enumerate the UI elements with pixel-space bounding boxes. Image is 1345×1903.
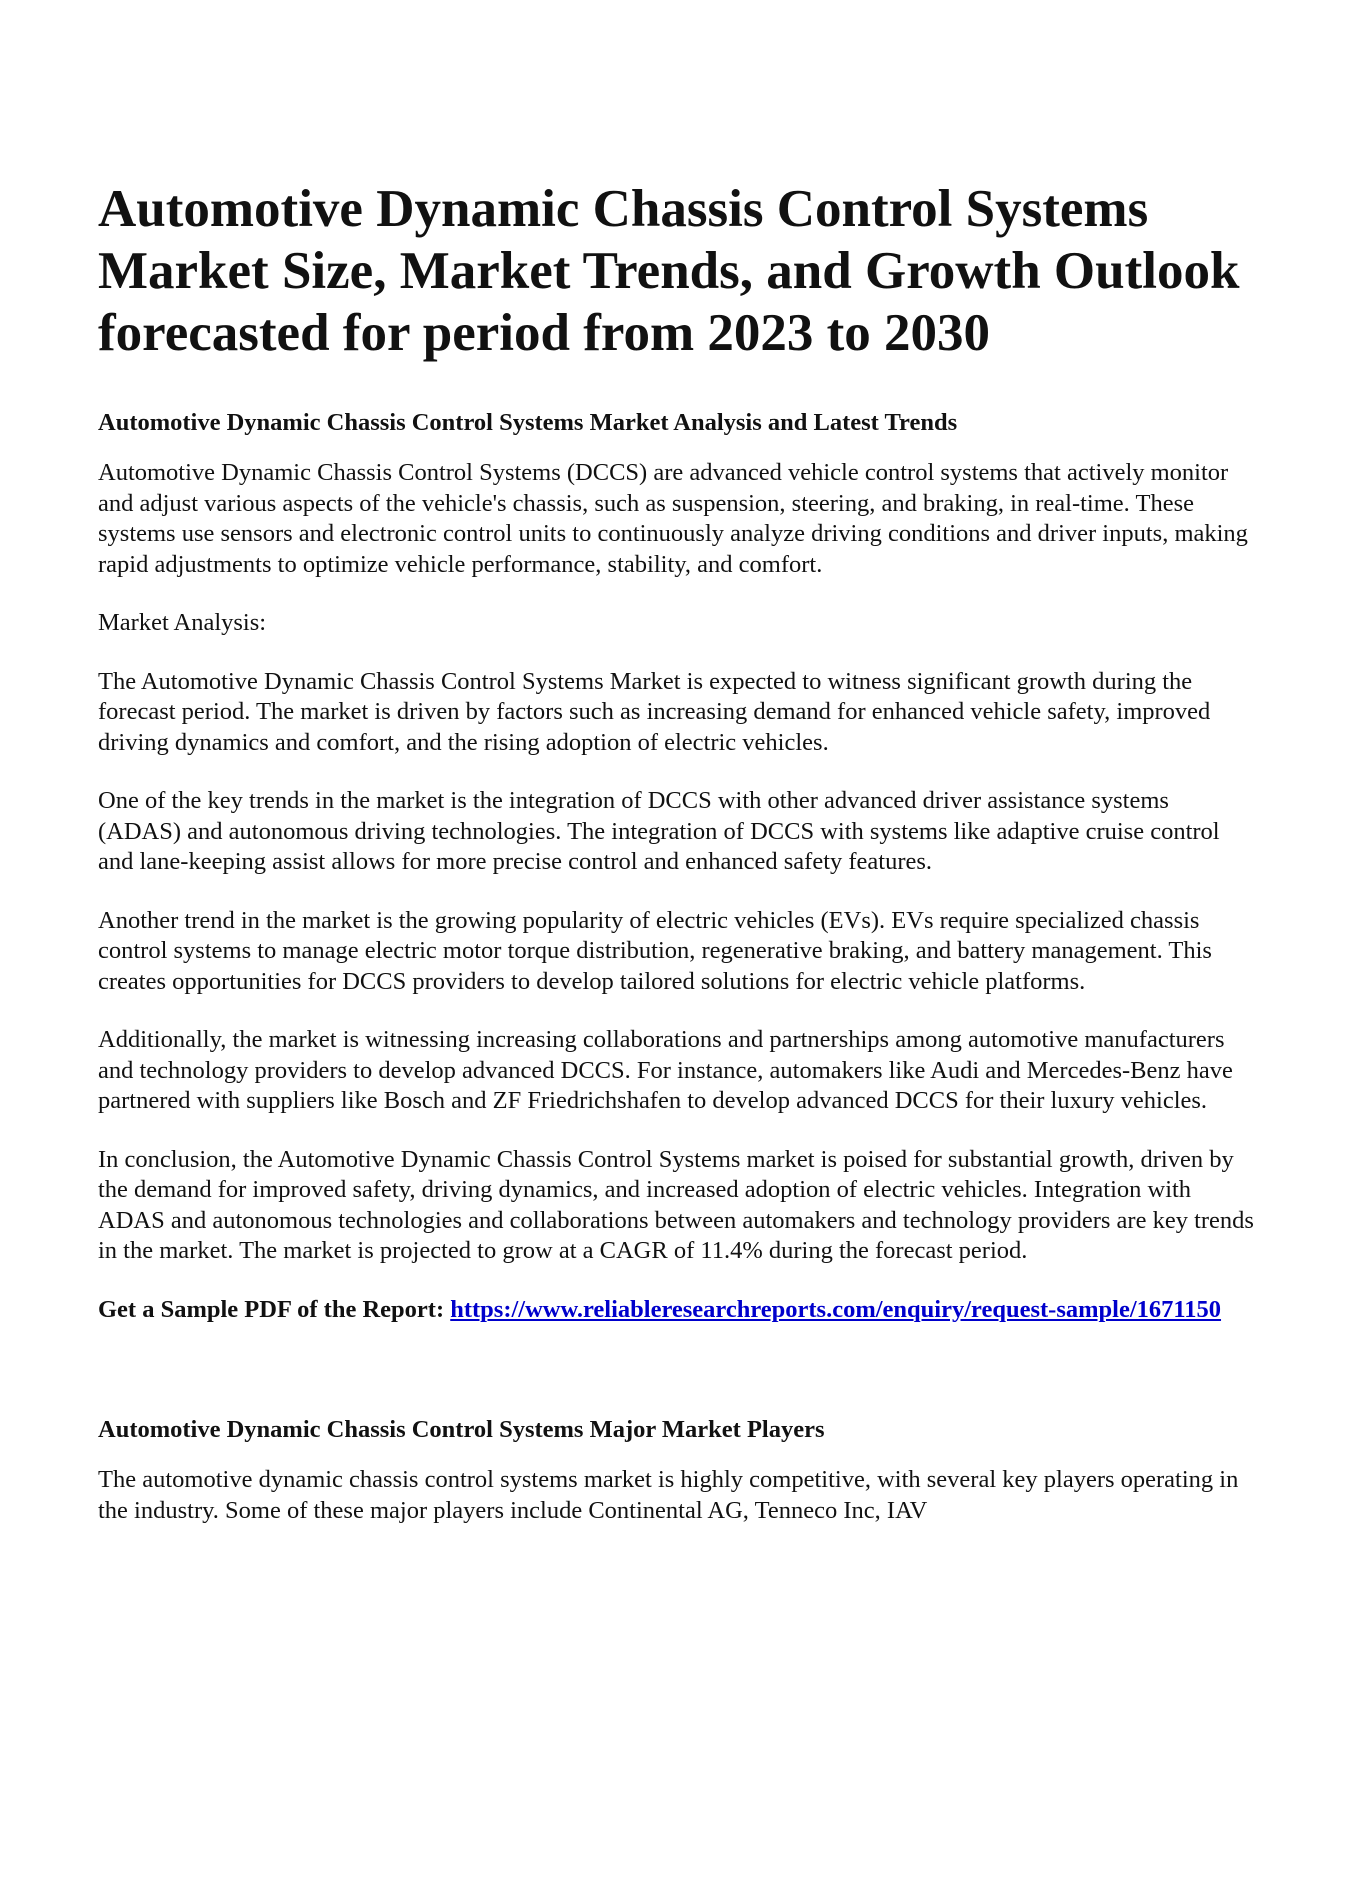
paragraph-intro: Automotive Dynamic Chassis Control Systems (DCCS) are advanced vehicle control systems that actively monitor and adjust various aspects of the vehicle's chassis, such as suspension, steering, and braking, in real-time. These systems use sensors and electronic control units to continuously analyze driving conditions and driver inputs, making rapid adjustments to optimize vehicle performance, stability, and comfort. bbox=[98, 459, 1248, 578]
paragraph-adas-trend: One of the key trends in the market is the integration of DCCS with other advanced driver assistance systems (ADAS) and autonomous driving technologies. The integration of DCCS with systems like adaptive cruise control and lane-keeping assist allows for more precise control and enhanced safety features. bbox=[98, 787, 1220, 875]
paragraph-conclusion: In conclusion, the Automotive Dynamic Chassis Control Systems market is poised for substantial growth, driven by the demand for improved safety, driving dynamics, and increased adoption of electric vehicles. Integration with ADAS and autonomous technologies and collaborations between automakers and technology providers are key trends in the market. The market is projected to grow at a CAGR of 11.4% during the forecast period. bbox=[98, 1145, 1254, 1264]
paragraph-growth: The Automotive Dynamic Chassis Control Systems Market is expected to witness significant growth during the forecast period. The market is driven by factors such as increasing demand for enhanced vehicle safety, improved driving dynamics and comfort, and the rising adoption of electric vehicles. bbox=[98, 667, 1211, 756]
page-title: Automotive Dynamic Chassis Control Systems Market Size, Market Trends, and Growth Outlook forecasted for period from 2023 to 2030 bbox=[98, 180, 1240, 362]
section-heading-market-analysis: Automotive Dynamic Chassis Control Systems Market Analysis and Latest Trends bbox=[98, 409, 958, 436]
paragraph-players: The automotive dynamic chassis control systems market is highly competitive, with several key players operating in the industry. Some of these major players include Continental AG, Tenneco Inc, IAV bbox=[98, 1466, 1239, 1524]
section-heading-major-players: Automotive Dynamic Chassis Control Systems Major Market Players bbox=[98, 1416, 825, 1443]
document-page bbox=[98, 178, 1258, 1554]
sample-pdf-line bbox=[98, 1295, 1258, 1326]
paragraph-ev-trend: Another trend in the market is the growing popularity of electric vehicles (EVs). EVs require specialized chassis control systems to manage electric motor torque distribution, regenerative braking, and battery management. This creates opportunities for DCCS providers to develop tailored solutions for electric vehicle platforms. bbox=[98, 906, 1212, 995]
sample-pdf-link[interactable]: https://www.reliableresearchreports.com/enquiry/request-sample/1671150 bbox=[450, 1295, 1222, 1323]
sample-pdf-label: Get a Sample PDF of the Report: bbox=[98, 1295, 451, 1323]
paragraph-collaborations: Additionally, the market is witnessing increasing collaborations and partnerships among automotive manufacturers and technology providers to develop advanced DCCS. For instance, automakers like Audi and Mercedes-Benz have partnered with suppliers like Bosch and ZF Friedrichshafen to develop advanced DCCS for their luxury vehicles. bbox=[98, 1026, 1233, 1114]
paragraph-market-analysis-label: Market Analysis: bbox=[98, 609, 267, 636]
